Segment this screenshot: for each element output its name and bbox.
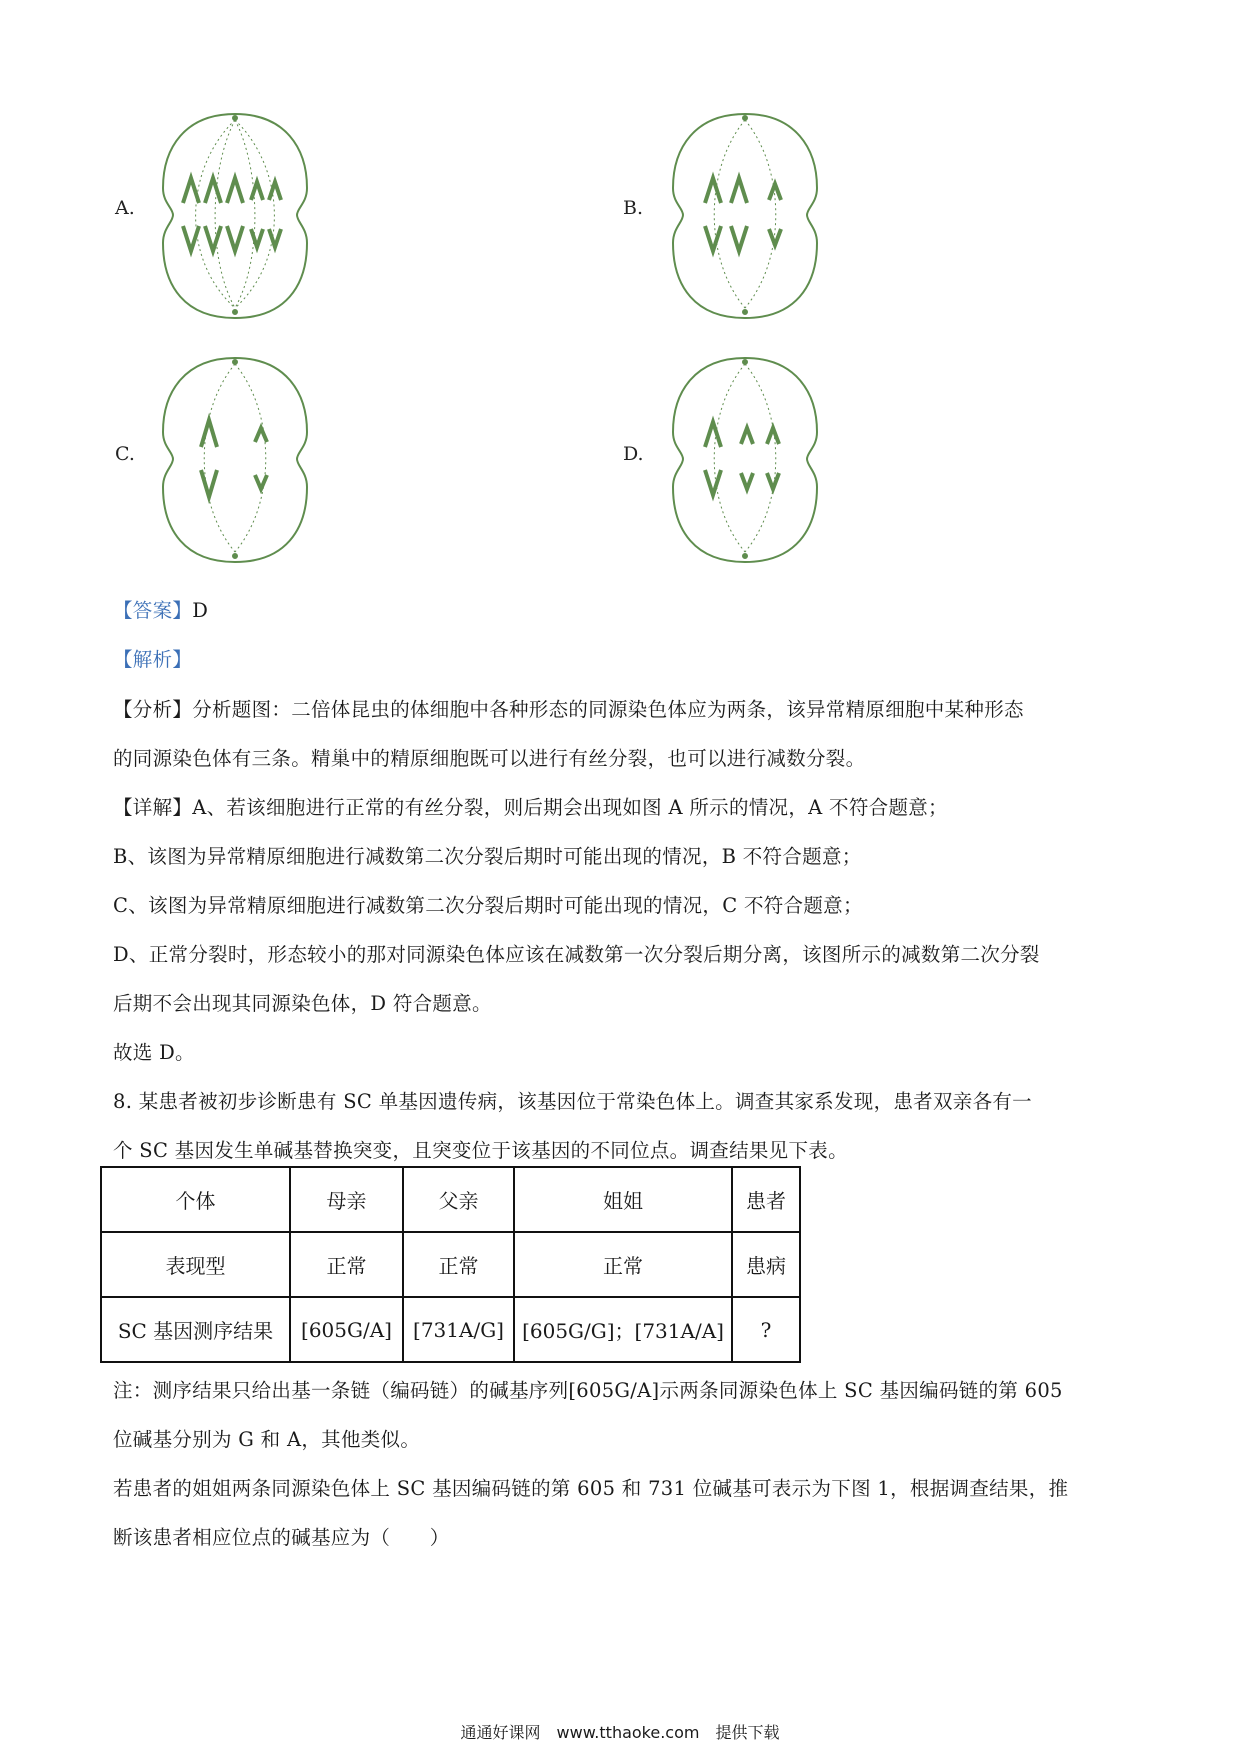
answer-line — [113, 598, 208, 624]
table-row — [101, 1167, 800, 1232]
table-cell: ? — [732, 1297, 800, 1362]
option-c-label: C. — [115, 443, 135, 465]
analysis-line-1: 【分析】分析题图：二倍体昆虫的体细胞中各种形态的同源染色体应为两条，该异常精原细胞中某种形态 — [113, 698, 1024, 721]
table-cell: 患者 — [732, 1167, 800, 1232]
table-cell: 个体 — [101, 1167, 290, 1232]
analysis-line-5: C、该图为异常精原细胞进行减数第二次分裂后期时可能出现的情况，C 不符合题意； — [113, 894, 863, 917]
option-b-label: B. — [623, 197, 644, 219]
analysis-tag: 【解析】 — [113, 648, 193, 671]
answer-tag: 【答案】 — [113, 599, 193, 622]
analysis-line-7: 后期不会出现其同源染色体，D 符合题意。 — [113, 992, 492, 1015]
cell-figure-a — [155, 108, 315, 323]
table-cell: 母亲 — [290, 1167, 403, 1232]
table-cell: 患病 — [732, 1232, 800, 1297]
question-8-line-2: 个 SC 基因发生单碱基替换突变，且突变位于该基因的不同位点。调查结果见下表。 — [113, 1139, 848, 1162]
option-a-label: A. — [115, 197, 135, 219]
answer-value: D — [192, 599, 209, 622]
table-row — [101, 1232, 800, 1297]
table-cell: 正常 — [403, 1232, 514, 1297]
cell-figure-d — [665, 352, 825, 567]
note-line-2: 位碱基分别为 G 和 A，其他类似。 — [113, 1428, 421, 1451]
table-cell: [605G/G]；[731A/A] — [514, 1297, 732, 1362]
table-cell: 正常 — [514, 1232, 732, 1297]
table-cell: 正常 — [290, 1232, 403, 1297]
table-cell: [605G/A] — [290, 1297, 403, 1362]
note-line-3: 若患者的姐姐两条同源染色体上 SC 基因编码链的第 605 和 731 位碱基可表示为下图 1，根据调查结果，推 — [113, 1477, 1069, 1500]
analysis-line-6: D、正常分裂时，形态较小的那对同源染色体应该在减数第一次分裂后期分离，该图所示的减数第二次分裂 — [113, 943, 1040, 966]
table-cell: 父亲 — [403, 1167, 514, 1232]
note-line-4: 断该患者相应位点的碱基应为（ ） — [113, 1526, 450, 1549]
analysis-line-4: B、该图为异常精原细胞进行减数第二次分裂后期时可能出现的情况，B 不符合题意； — [113, 845, 862, 868]
table-row — [101, 1297, 800, 1362]
question-8-line-1: 8. 某患者被初步诊断患有 SC 单基因遗传病，该基因位于常染色体上。调查其家系发现，患者双亲各有一 — [113, 1090, 1032, 1113]
cell-figure-c — [155, 352, 315, 567]
analysis-line-8: 故选 D。 — [113, 1041, 195, 1064]
table-cell: SC 基因测序结果 — [101, 1297, 290, 1362]
table-cell: 姐姐 — [514, 1167, 732, 1232]
sequencing-table — [100, 1166, 801, 1363]
analysis-line-3: 【详解】A、若该细胞进行正常的有丝分裂，则后期会出现如图 A 所示的情况，A 不符合题意； — [113, 796, 948, 819]
table-cell: 表现型 — [101, 1232, 290, 1297]
page-footer: 通通好课网 www.tthaoke.com 提供下载 — [460, 1723, 780, 1742]
analysis-line-2: 的同源染色体有三条。精巢中的精原细胞既可以进行有丝分裂，也可以进行减数分裂。 — [113, 747, 866, 770]
table-cell: [731A/G] — [403, 1297, 514, 1362]
cell-figure-b — [665, 108, 825, 323]
note-line-1: 注：测序结果只给出基一条链（编码链）的碱基序列[605G/A]示两条同源染色体上 SC 基因编码链的第 605 — [113, 1379, 1063, 1402]
option-d-label: D. — [623, 443, 644, 465]
